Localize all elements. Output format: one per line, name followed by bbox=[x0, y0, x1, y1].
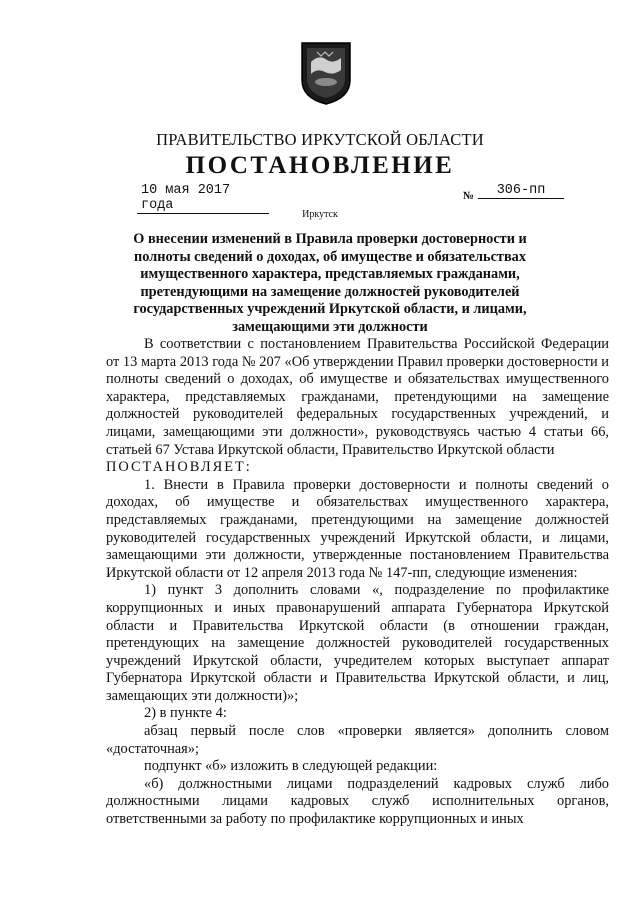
subitem-1-paragraph: 1) пункт 3 дополнить словами «, подразделение по профилактике коррупционных и иных правонарушений аппарата Губернатора Иркутской области и Правительства Иркутской области (в отношении граждан, претендующих на замещение должностей руководителей государственных учреждений Иркутской области, учредителем которых выступает аппарат Губернатора Иркутской области и Правительства Иркутской области, и лиц, замещающих эти должности)»; bbox=[106, 582, 609, 704]
number-label: № bbox=[463, 190, 475, 202]
subitem-2b-paragraph: подпункт «б» изложить в следующей редакции: bbox=[144, 758, 438, 775]
subitem-2c-paragraph: «б) должностными лицами подразделений кадровых служб либо должностными лицами кадровых служб исполнительных органов, ответственными за работу по профилактике коррупционных и иных bbox=[106, 775, 609, 828]
document-body bbox=[106, 336, 609, 829]
subitem-2-paragraph: 2) в пункте 4: bbox=[144, 705, 227, 722]
document-number: 306-пп bbox=[478, 183, 564, 199]
coat-of-arms-icon bbox=[299, 40, 353, 106]
item-1-paragraph: 1. Внести в Правила проверки достоверности и полноты сведений о доходах, об имуществе и обязательствах имущественного характера, представляемых гражданами, претендующими на замещение должностей руководителей государственных учреждений Иркутской области, и лицами, замещающими эти должности, утвержденные постановлением Правительства Иркутской области от 12 апреля 2013 года № 147-пп, следующие изменения: bbox=[106, 476, 609, 581]
document-title: О внесении изменений в Правила проверки достоверности и полноты сведений о доходах, об имуществе и обязательствах имущественного характера, представляемых гражданами, претендующими на замещение должностей руководителей государственных учреждений Иркутской области, и лицами, замещающими эти должности bbox=[133, 231, 527, 335]
document-type: ПОСТАНОВЛЕНИЕ bbox=[185, 152, 455, 179]
organization-name: ПРАВИТЕЛЬСТВО ИРКУТСКОЙ ОБЛАСТИ bbox=[156, 130, 484, 149]
document-date: 10 мая 2017 года bbox=[137, 183, 269, 214]
document-city: Иркутск bbox=[302, 209, 338, 220]
intro-paragraph: В соответствии с постановлением Правительства Российской Федерации от 13 марта 2013 года № 207 «Об утверждении Правил проверки достоверности и полноты сведений о доходах, об имуществе и обязательствах имущественного характера, представляемых гражданами, претендующими на замещение должностей руководителей федеральных государственных учреждений, и лицами, замещающими эти должности», руководствуясь частью 4 статьи 66, статьей 67 Устава Иркутской области, Правительство Иркутской области bbox=[106, 336, 609, 458]
resolves-label: ПОСТАНОВЛЯЕТ: bbox=[106, 459, 252, 476]
subitem-2a-paragraph: абзац первый после слов «проверки является» дополнить словом «достаточная»; bbox=[106, 723, 609, 757]
